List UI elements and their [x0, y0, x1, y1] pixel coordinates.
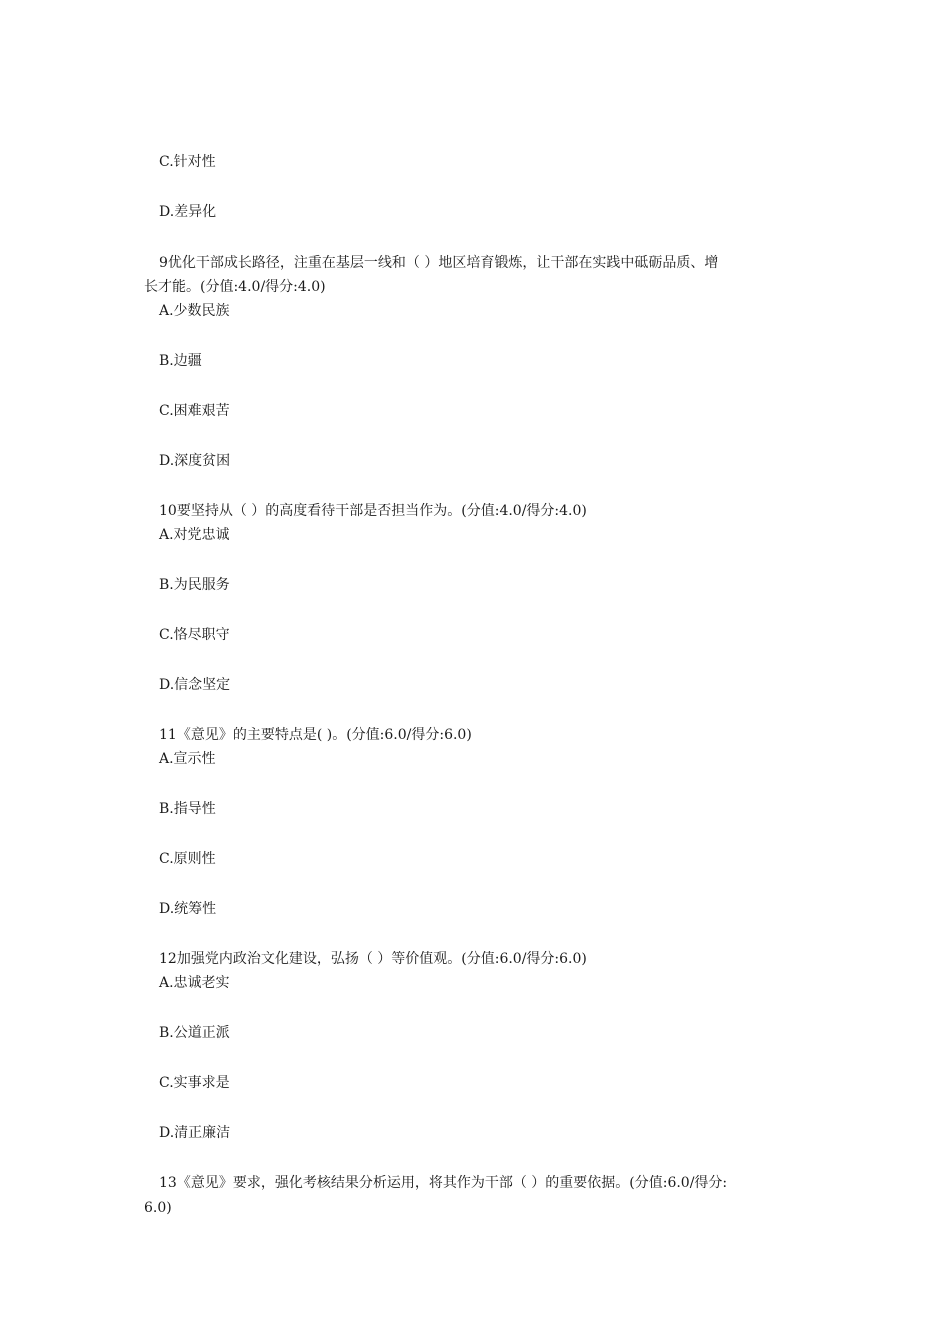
q9-stem-line2: 长才能。(分值:4.0/得分:4.0): [144, 279, 326, 295]
q10-option-b: B.为民服务: [159, 577, 230, 593]
q10-option-c: C.恪尽职守: [159, 627, 230, 643]
q10-option-a: A.对党忠诚: [159, 527, 230, 543]
q12-option-a: A.忠诚老实: [159, 975, 230, 991]
q11-stem: 11《意见》的主要特点是( )。(分值:6.0/得分:6.0): [159, 727, 472, 743]
q12-option-d: D.清正廉洁: [159, 1125, 231, 1141]
q10-option-d: D.信念坚定: [159, 677, 231, 693]
q11-option-d: D.统筹性: [159, 901, 217, 917]
q9-option-c: C.困难艰苦: [159, 403, 230, 419]
q9-option-a: A.少数民族: [159, 303, 230, 319]
q11-option-b: B.指导性: [159, 801, 216, 817]
q8-option-d: D.差异化: [159, 204, 217, 220]
q11-option-a: A.宣示性: [159, 751, 216, 767]
q9-option-d: D.深度贫困: [159, 453, 231, 469]
q11-option-c: C.原则性: [159, 851, 216, 867]
q12-stem: 12加强党内政治文化建设，弘扬（ ）等价值观。(分值:6.0/得分:6.0): [159, 951, 587, 967]
q9-option-b: B.边疆: [159, 353, 202, 369]
q13-stem-line1: 13《意见》要求，强化考核结果分析运用，将其作为干部（ ）的重要依据。(分值:6.0/得分:: [159, 1175, 728, 1191]
q12-option-c: C.实事求是: [159, 1075, 230, 1091]
q13-stem-line2: 6.0): [144, 1200, 172, 1216]
q12-option-b: B.公道正派: [159, 1025, 230, 1041]
q9-stem-line1: 9优化干部成长路径，注重在基层一线和（ ）地区培育锻炼，让干部在实践中砥砺品质、增: [159, 255, 719, 271]
q8-option-c: C.针对性: [159, 154, 216, 170]
q10-stem: 10要坚持从（ ）的高度看待干部是否担当作为。(分值:4.0/得分:4.0): [159, 503, 587, 519]
